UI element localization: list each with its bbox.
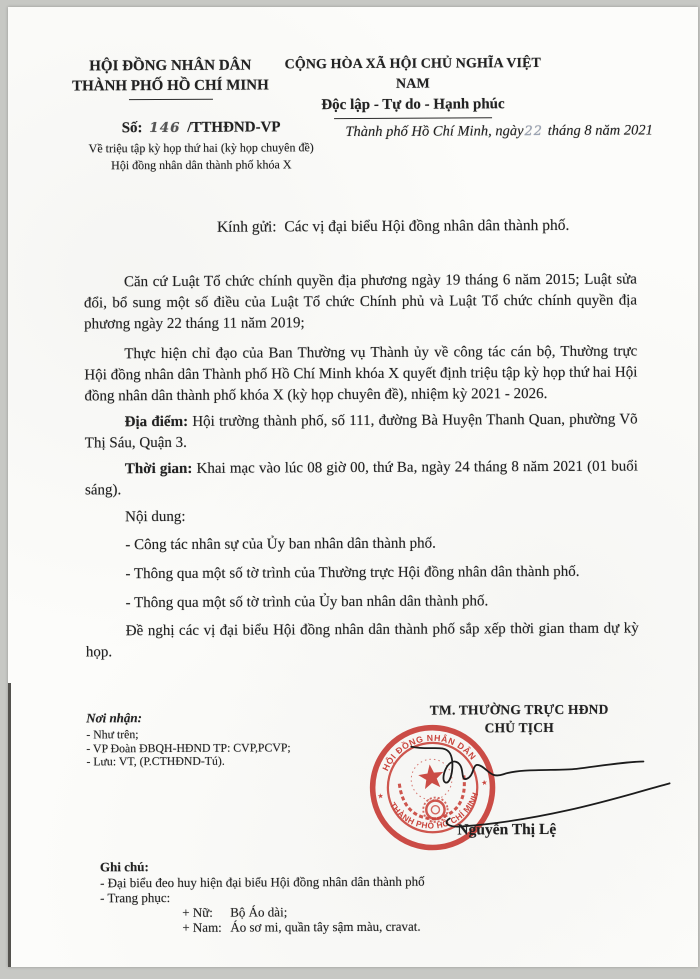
signature-authority-line1: TM. THƯỜNG TRỰC HĐND (429, 701, 609, 718)
reference-number-line (46, 119, 356, 138)
seal-top-text: HỘI ĐỒNG NHÂN DÂN (380, 732, 479, 773)
recipients-block (86, 708, 356, 769)
signer-name: Nguyễn Thị Lệ (457, 820, 557, 839)
time-text: Khai mạc vào lúc 08 giờ 00, thứ Ba, ngày 24 tháng 8 năm 2021 (01 buổi sáng). (84, 458, 638, 499)
recipients-label: Nơi nhận: (86, 710, 142, 726)
issuing-authority-block (58, 55, 283, 100)
agenda-item: - Công tác nhân sự của Ủy ban nhân dân thành phố. (125, 535, 436, 554)
time-paragraph (85, 457, 638, 502)
dress-code-value: Bộ Áo dài; (230, 904, 288, 920)
national-motto-block (274, 54, 552, 119)
document-page (8, 7, 698, 967)
notes-block (100, 857, 530, 936)
place-date-rest: tháng 8 năm 2021 (547, 122, 653, 139)
national-name-line: CỘNG HÒA XÃ HỘI CHỦ NGHĨA VIỆT NAM (284, 56, 541, 92)
recipient-item: - Như trên; (86, 727, 139, 742)
header-left-underline (128, 99, 212, 100)
note-item: - Đại biểu đeo huy hiện đại biểu Hội đồng nhân dân thành phố (100, 873, 425, 890)
location-label: Địa điểm: (124, 413, 189, 431)
motto-line: Độc lập - Tự do - Hạnh phúc (321, 96, 505, 114)
reference-block (46, 119, 356, 175)
document-content (5, 5, 700, 969)
header-right-underline (334, 117, 492, 119)
location-paragraph (85, 410, 638, 455)
seal-star-separator-icon: ★ (376, 791, 385, 801)
legal-basis-paragraph: Căn cứ Luật Tổ chức chính quyền địa phương ngày 19 tháng 6 năm 2015; Luật sửa đổi, bổ sung một số điều của Luật Tổ chức Chính phủ và Luật Tổ chức chính quyền địa phương ngày 22 tháng 11 năm 2019; (83, 271, 638, 333)
dress-code-row (100, 918, 530, 935)
salutation-line (84, 215, 637, 239)
signature-authority-line2: CHỦ TỊCH (484, 719, 554, 736)
reference-label: Số: (121, 120, 143, 137)
issuing-authority-line1: HỘI ĐỒNG NHÂN DÂN (89, 57, 252, 75)
seal-bottom-text: THÀNH PHỐ HỒ CHÍ MINH (387, 790, 481, 831)
location-text: Hội trường thành phố, số 111, đường Bà Huyện Thanh Quan, phường Võ Thị Sáu, Quận 3. (84, 411, 638, 452)
dress-code-label: + Nam: (182, 919, 222, 936)
place-date-line (334, 122, 664, 141)
recipient-item: - VP Đoàn ĐBQH-HĐND TP: CVP,PCVP; (86, 739, 291, 755)
document-subject (46, 139, 356, 175)
letter-body (84, 215, 639, 664)
reference-number-handwritten: 146 (149, 119, 181, 137)
salutation-label: Kính gửi: (216, 218, 277, 236)
day-handwritten: 22 (524, 124, 544, 140)
dress-code-value: Áo sơ mi, quần tây sậm màu, cravat. (230, 918, 421, 935)
recipient-item: - Lưu: VT, (P.CTHĐND-Tú). (86, 753, 225, 769)
time-label: Thời gian: (124, 460, 193, 478)
reference-suffix: /TTHĐND-VP (187, 119, 281, 136)
seal-star-separator-icon: ★ (480, 778, 489, 788)
agenda-label: Nội dung: (125, 508, 186, 526)
note-item: - Trang phục: (100, 889, 171, 906)
closing-paragraph: Đề nghị các vị đại biểu Hội đồng nhân dân thành phố sắp xếp thời gian tham dự kỳ họp. (85, 620, 639, 661)
document-subject-line1: Về triệu tập kỳ họp thứ hai (kỳ họp chuyên đề) (88, 140, 314, 156)
dress-code-label: + Nữ: (182, 904, 213, 920)
salutation-recipient: Các vị đại biểu Hội đồng nhân dân thành phố. (284, 216, 570, 236)
signature-scribble (411, 745, 643, 782)
place-date-prefix: Thành phố Hồ Chí Minh, ngày (345, 123, 524, 141)
agenda-item: - Thông qua một số tờ trình của Ủy ban nhân dân thành phố. (125, 593, 489, 612)
notes-label: Ghi chú: (99, 859, 149, 875)
agenda-item: - Thông qua một số tờ trình của Thường trực Hội đồng nhân dân thành phố. (125, 563, 580, 583)
document-subject-line2: Hội đồng nhân dân thành phố khóa X (111, 157, 292, 173)
convening-paragraph: Thực hiện chỉ đạo của Ban Thường vụ Thành ủy về công tác cán bộ, Thường trực Hội đồng nhân dân Thành phố Hồ Chí Minh khóa X quyết định triệu tập kỳ họp thứ hai Hội đồng nhân dân thành phố khóa X (kỳ họp chuyên đề), nhiệm kỳ 2021 - 2026. (84, 343, 638, 405)
issuing-authority-line2: THÀNH PHỐ HỒ CHÍ MINH (72, 77, 269, 95)
